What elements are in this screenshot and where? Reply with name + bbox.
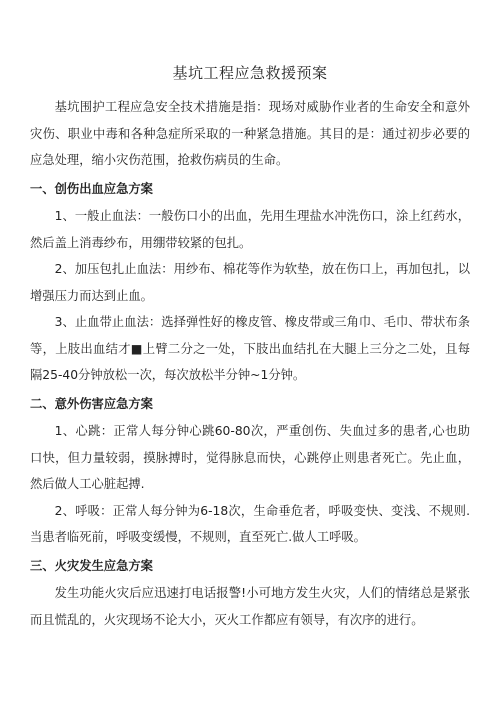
paragraph-heartbeat: 1、心跳：正常人每分钟心跳60-80次，严重创伤、失血过多的患者,心也助口快，但力量较弱，摸脉搏时，觉得脉息而快，心跳停止则患者死亡。先止血，然后做人工心脏起搏. bbox=[30, 424, 470, 491]
paragraph-tourniquet: 3、止血带止血法：选择弹性好的橡皮管、橡皮带或三角巾、毛巾、带状布条等，上肢出血结才■上臂二分之一处，下肢出血结扎在大腿上三分之二处，且每隔25-40分钟放松一次，每次放松半分钟~1分钟。 bbox=[30, 315, 470, 382]
document-title: 基坑工程应急救援预案 bbox=[172, 64, 328, 82]
paragraph-breathing: 2、呼吸：正常人每分钟为6-18次，生命垂危者，呼吸变快、变浅、不规则.当患者临死前，呼吸变缓慢，不规则，直至死亡.做人工呼吸。 bbox=[30, 503, 470, 544]
section-heading-trauma-bleeding: 一、创伤出血应急方案 bbox=[30, 181, 153, 196]
intro-paragraph: 基坑围护工程应急安全技术措施是指：现场对威胁作业者的生命安全和意外灾伤、职业中毒和各种急症所采取的一种紧急措施。其目的是：通过初步必要的应急处理，缩小灾伤范围，抢救伤病员的生命。 bbox=[30, 100, 470, 167]
paragraph-general-hemostasis: 1、一般止血法：一般伤口小的出血，先用生理盐水冲洗伤口，涂上红药水，然后盖上消毒纱布，用绷带较紧的包扎。 bbox=[30, 209, 470, 250]
paragraph-pressure-bandage: 2、加压包扎止血法：用纱布、棉花等作为软垫，放在伤口上，再加包扎，以增强压力而达到止血。 bbox=[30, 262, 470, 303]
paragraph-fire-response: 发生功能火灾后应迅速打电话报警!小可地方发生火灾，人们的情绪总是紧张而且慌乱的，火灾现场不论大小，灭火工作都应有领导，有次序的进行。 bbox=[30, 586, 470, 627]
section-heading-accidental-injury: 二、意外伤害应急方案 bbox=[30, 396, 153, 411]
section-heading-fire: 三、火灾发生应急方案 bbox=[30, 558, 153, 573]
